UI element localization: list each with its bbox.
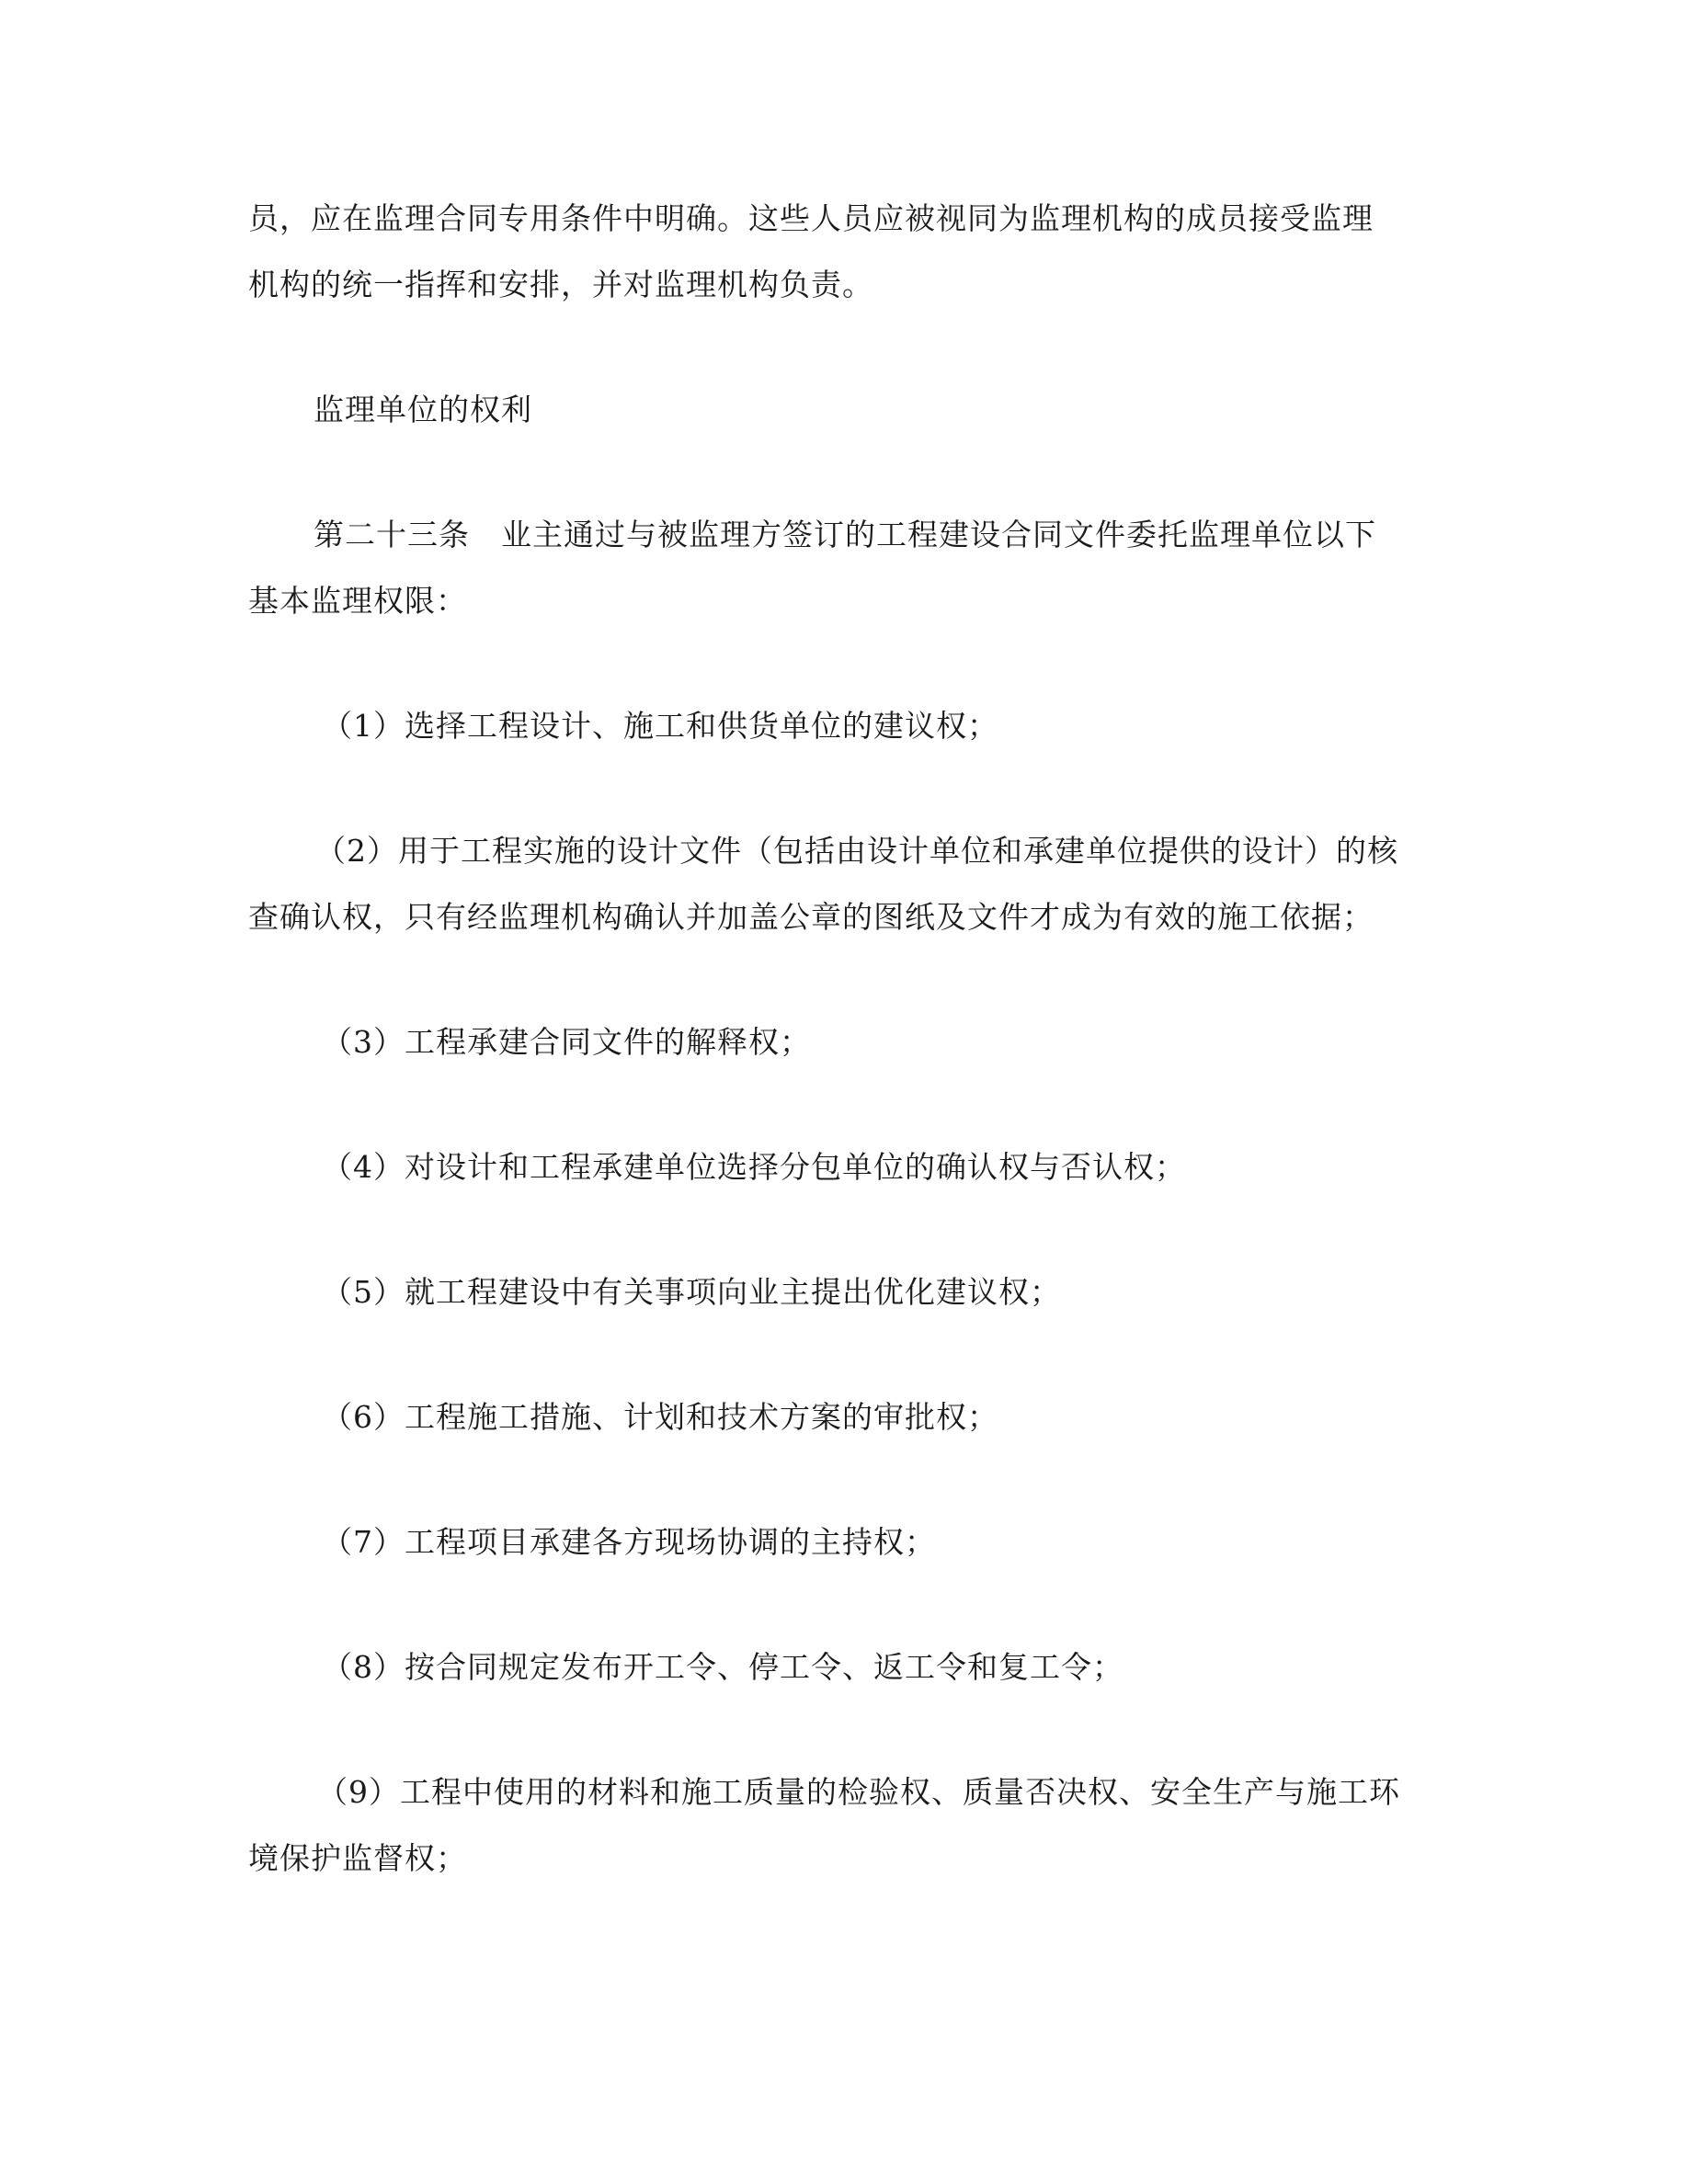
- list-item-3: （3）工程承建合同文件的解释权；: [322, 1024, 811, 1060]
- list-item-4: （4）对设计和工程承建单位选择分包单位的确认权与否认权；: [322, 1149, 1186, 1185]
- list-item-2-line-1: （2）用于工程实施的设计文件（包括由设计单位和承建单位提供的设计）的核: [315, 833, 1398, 869]
- list-item-5: （5）就工程建设中有关事项向业主提出优化建议权；: [322, 1274, 1061, 1310]
- list-item-8: （8）按合同规定发布开工令、停工令、返工令和复工令；: [322, 1649, 1123, 1685]
- article-23-line-2: 基本监理权限：: [248, 583, 467, 619]
- list-item-9-line-2: 境保护监督权；: [248, 1840, 467, 1876]
- list-item-9-line-1: （9）工程中使用的材料和施工质量的检验权、质量否决权、安全生产与施工环: [317, 1774, 1400, 1810]
- intro-line-1: 员，应在监理合同专用条件中明确。这些人员应被视同为监理机构的成员接受监理: [248, 200, 1374, 236]
- list-item-1: （1）选择工程设计、施工和供货单位的建议权；: [322, 708, 998, 744]
- list-item-6: （6）工程施工措施、计划和技术方案的审批权；: [322, 1399, 998, 1435]
- list-item-7: （7）工程项目承建各方现场协调的主持权；: [322, 1524, 936, 1560]
- intro-line-2: 机构的统一指挥和安排，并对监理机构负责。: [248, 267, 873, 302]
- list-item-2-line-2: 查确认权，只有经监理机构确认并加盖公章的图纸及文件才成为有效的施工依据；: [248, 899, 1374, 935]
- section-title: 监理单位的权利: [314, 392, 532, 427]
- article-23-line-1: 第二十三条 业主通过与被监理方签订的工程建设合同文件委托监理单位以下: [314, 517, 1376, 552]
